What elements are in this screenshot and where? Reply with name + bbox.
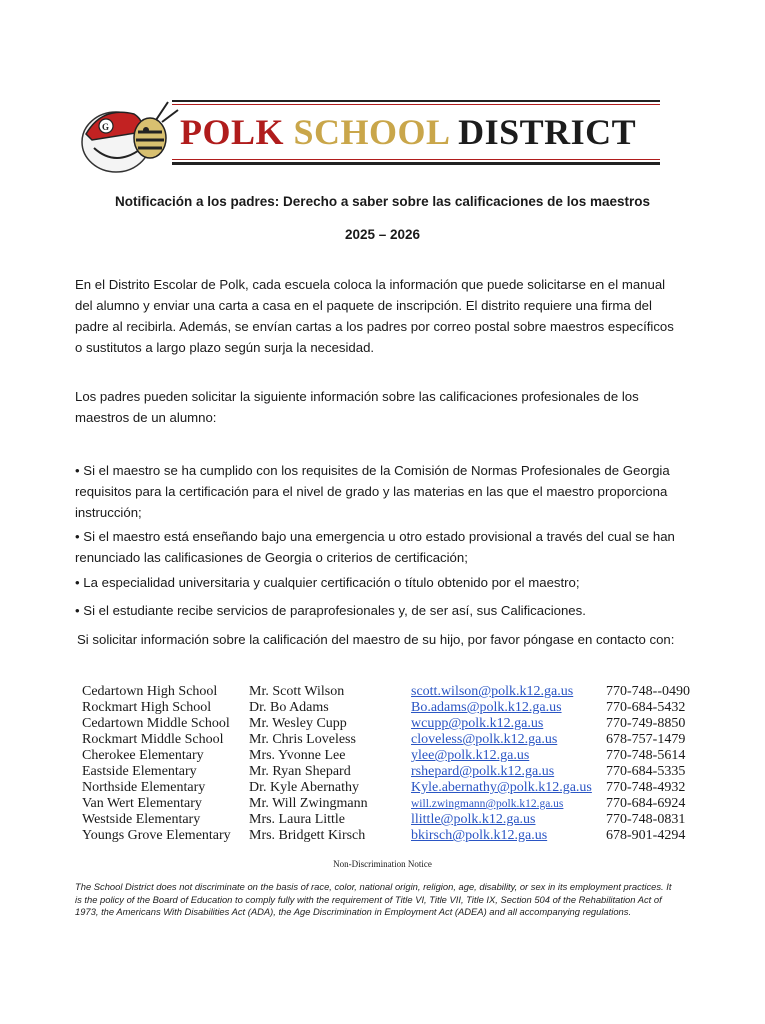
contact-phone: 770-748-0831: [606, 812, 686, 827]
contact-name: Mrs. Yvonne Lee: [249, 748, 346, 763]
nondiscrimination-text: The School District does not discriminate on the basis of race, color, national origin, religion, age, disability, or sex in its employment practices. It is the policy of the Board of Education to comply fully with the requirement of Title VI, Title VII, Title IX, Section 504 of the Rehabilitation Act of 1973, the Americans With Disabilities Act (ADA), the Age Discrimination in Employment Act (ADEA) and all accompanying regulations.: [75, 881, 672, 917]
school-name: Rockmart High School: [82, 700, 212, 715]
contact-phone: 770-748-4932: [606, 780, 686, 795]
contact-email-link[interactable]: Kyle.abernathy@polk.k12.ga.us: [411, 780, 592, 795]
logo-word-school: SCHOOL: [293, 112, 449, 152]
contact-name: Dr. Bo Adams: [249, 700, 329, 715]
school-name: Van Wert Elementary: [82, 796, 202, 811]
school-name: Rockmart Middle School: [82, 732, 224, 747]
header-rule: [172, 104, 660, 105]
contact-name: Mrs. Bridgett Kirsch: [249, 828, 366, 843]
contact-phone: 770-684-5432: [606, 700, 686, 715]
contact-email-link[interactable]: cloveless@polk.k12.ga.us: [411, 732, 558, 747]
contact-phone: 770-684-5335: [606, 764, 686, 779]
contact-phone: 678-901-4294: [606, 828, 686, 843]
contact-email-link[interactable]: bkirsch@polk.k12.ga.us: [411, 828, 548, 843]
district-header: [72, 92, 664, 182]
intro-paragraph: En el Distrito Escolar de Polk, cada escuela coloca la información que puede solicitarse en el manual del alumno y enviar una carta a casa en el paquete de inscripción. El distrito requiere una firma del padre al recibirla. Además, se envían cartas a los padres por correo postal sobre maestros específicos o sustitutos a largo plazo según surja la necesidad.: [75, 277, 674, 355]
bullet-item: • Si el maestro se ha cumplido con los requisites de la Comisión de Normas Profesionales de Georgia requisitos para la certificación para el nivel de grado y las materias en las que el maestro proporciona instrucción;: [75, 463, 670, 520]
contact-email-link[interactable]: llittle@polk.k12.ga.us: [411, 812, 536, 827]
contact-phone: 770-684-6924: [606, 796, 686, 811]
school-name: Cedartown Middle School: [82, 716, 230, 731]
logo-word-district: DISTRICT: [458, 112, 637, 152]
contact-phone: 678-757-1479: [606, 732, 686, 747]
contact-name: Dr. Kyle Abernathy: [249, 780, 360, 795]
contact-name: Mrs. Laura Little: [249, 812, 346, 827]
school-name: Westside Elementary: [82, 812, 201, 827]
school-year: 2025 – 2026: [344, 227, 421, 242]
school-name: Cherokee Elementary: [82, 748, 204, 763]
contact-phone: 770-748--0490: [606, 684, 690, 699]
contact-phone: 770-748-5614: [606, 748, 686, 763]
contact-name: Mr. Scott Wilson: [249, 684, 345, 699]
contact-email-link[interactable]: scott.wilson@polk.k12.ga.us: [411, 684, 574, 699]
contact-email-link[interactable]: rshepard@polk.k12.ga.us: [411, 764, 555, 779]
bullet-item: • Si el estudiante recibe servicios de paraprofesionales y, de ser así, sus Calificaciones.: [75, 603, 586, 618]
contact-name: Mr. Will Zwingmann: [249, 796, 368, 811]
contact-email-link[interactable]: will.zwingmann@polk.k12.ga.us: [411, 798, 564, 810]
school-name: Northside Elementary: [82, 780, 206, 795]
header-rule: [172, 159, 660, 160]
header-rule: [172, 100, 660, 102]
contact-phone: 770-749-8850: [606, 716, 686, 731]
district-logo-text: [180, 110, 636, 154]
contact-email-link[interactable]: ylee@polk.k12.ga.us: [411, 748, 530, 763]
svg-text:G: G: [102, 122, 110, 132]
school-name: Cedartown High School: [82, 684, 218, 699]
page-title: Notificación a los padres: Derecho a saber sobre las calificaciones de los maestros: [115, 194, 650, 209]
school-name: Eastside Elementary: [82, 764, 197, 779]
contact-intro: Si solicitar información sobre la calificación del maestro de su hijo, por favor póngase en contacto con:: [77, 632, 675, 647]
contact-email-link[interactable]: Bo.adams@polk.k12.ga.us: [411, 700, 562, 715]
request-paragraph: Los padres pueden solicitar la siguiente información sobre las calificaciones profesionales de los maestros de un alumno:: [75, 389, 639, 425]
header-rule: [172, 162, 660, 165]
logo-word-polk: POLK: [180, 112, 285, 152]
contact-name: Mr. Ryan Shepard: [249, 764, 351, 779]
jacket-mascot-icon: [72, 92, 184, 182]
bullet-item: • La especialidad universitaria y cualquier certificación o título obtenido por el maestro;: [75, 575, 580, 590]
bullet-item: • Si el maestro está enseñando bajo una emergencia u otro estado provisional a través del cual se han renunciado las calificasiones de Georgia o criterios de certificación;: [75, 529, 675, 565]
contact-email-link[interactable]: wcupp@polk.k12.ga.us: [411, 716, 544, 731]
nondiscrimination-title: Non-Discrimination Notice: [333, 859, 432, 869]
contact-name: Mr. Chris Loveless: [249, 732, 356, 747]
contact-name: Mr. Wesley Cupp: [249, 716, 347, 731]
school-name: Youngs Grove Elementary: [82, 828, 231, 843]
